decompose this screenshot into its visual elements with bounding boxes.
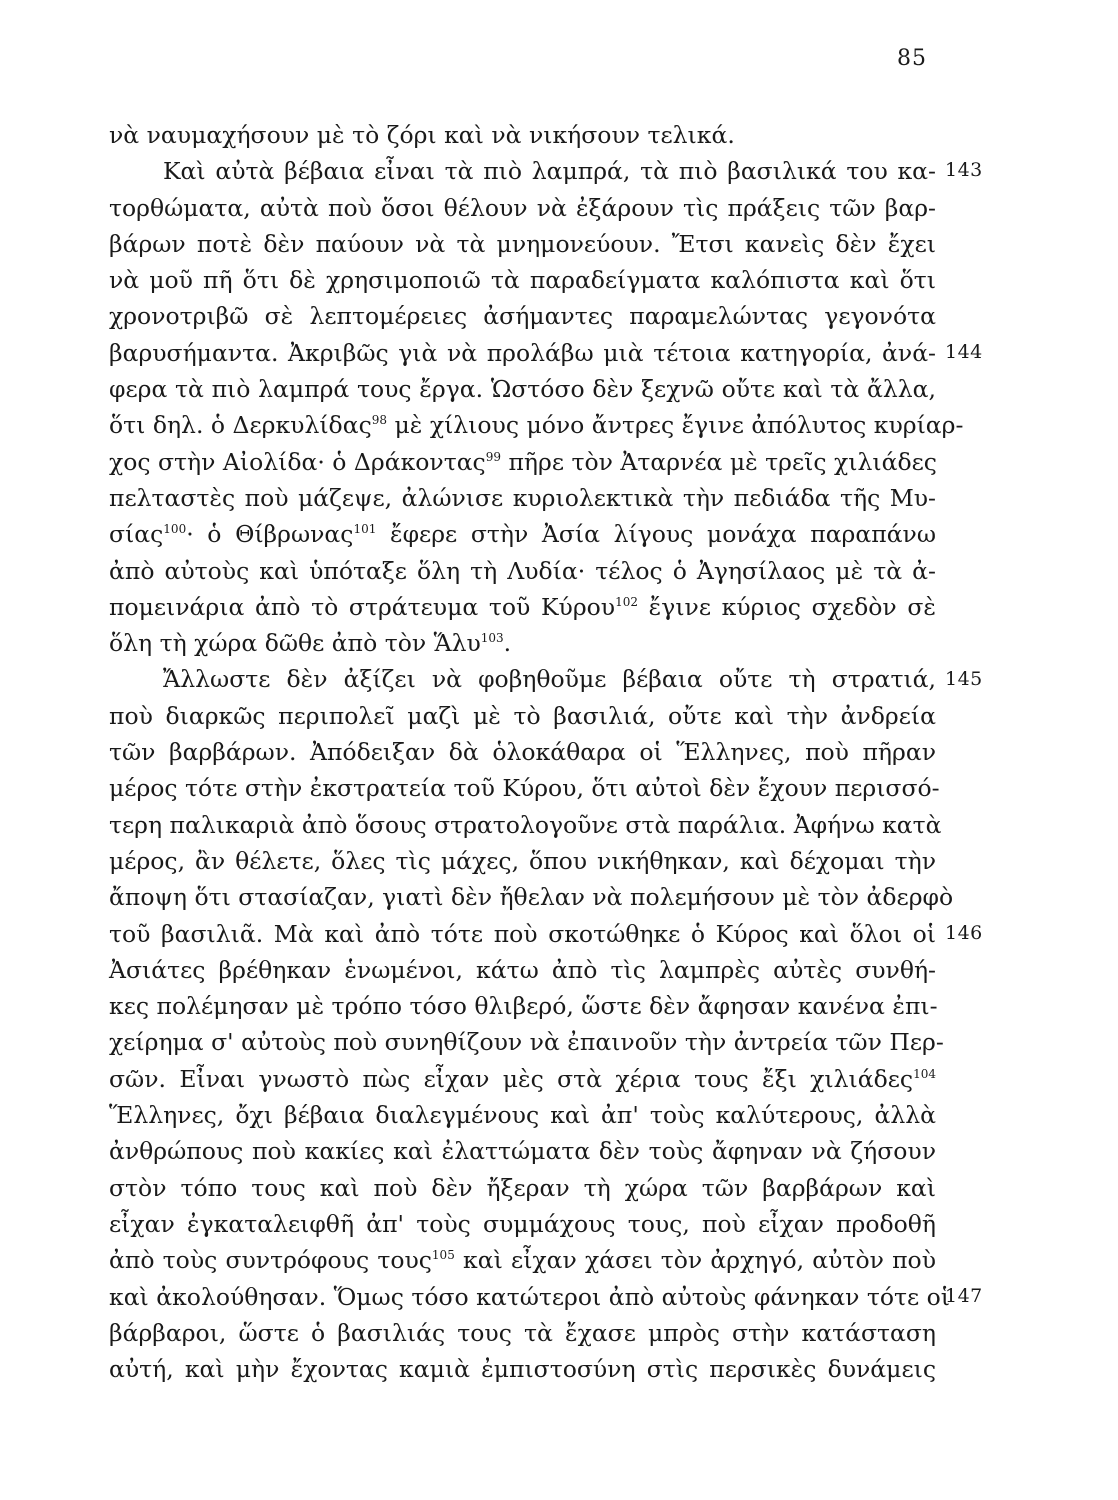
line-text (109, 843, 936, 879)
text-fragment: καὶ ἀκολούθησαν. Ὅμως τόσο κατώτεροι ἀπὸ αὐτοὺς φάνηκαν τότε οἱ (109, 1282, 951, 1311)
line-text (109, 190, 936, 226)
line-text (109, 1315, 936, 1351)
line-text (109, 916, 936, 952)
line-text (109, 226, 936, 262)
line-text (109, 734, 936, 770)
text-fragment: μέρος, ἂν θέλετε, ὅλες τὶς μάχες, ὅπου νικήθηκαν, καὶ δέχομαι τὴν (109, 846, 936, 875)
text-line (109, 335, 936, 371)
text-fragment: ἀπὸ τοὺς συντρόφους τους (109, 1246, 432, 1275)
footnote-ref: 100 (163, 522, 187, 537)
text-fragment: Ἕλληνες, ὄχι βέβαια διαλεγμένους καὶ ἀπ' τοὺς καλύτερους, ἀλλὰ (109, 1101, 936, 1130)
text-fragment: αὐτή, καὶ μὴν ἔχοντας καμιὰ ἐμπιστοσύνη στὶς περσικὲς δυνάμεις (109, 1355, 936, 1384)
line-text (109, 589, 936, 625)
footnote-ref: 104 (913, 1066, 936, 1081)
text-fragment: βαρυσήμαντα. Ἀκριβῶς γιὰ νὰ προλάβω μιὰ τέτοια κατηγορία, ἀνά- (109, 338, 936, 367)
line-text (109, 807, 942, 843)
text-fragment: μέρος τότε στὴν ἐκστρατεία τοῦ Κύρου, ὅτι αὐτοὶ δὲν ἔχουν περισσό- (109, 774, 940, 803)
line-text (109, 952, 936, 988)
text-fragment: σῶν. Εἶναι γνωστὸ πὼς εἶχαν μὲς στὰ χέρια τους ἔξι χιλιάδες (109, 1064, 914, 1093)
text-fragment: βάρβαροι, ὥστε ὁ βασιλιάς τους τὰ ἔχασε μπρὸς στὴν κατάσταση (109, 1318, 936, 1347)
line-text (109, 1024, 944, 1060)
text-fragment: εἶχαν ἐγκαταλειφθῆ ἀπ' τοὺς συμμάχους τους, ποὺ εἶχαν προδοθῆ (109, 1209, 936, 1238)
text-line (109, 553, 936, 589)
footnote-ref: 103 (480, 631, 504, 646)
line-text (109, 1061, 936, 1097)
text-line (109, 1242, 936, 1278)
line-text (109, 625, 511, 661)
text-line (109, 153, 936, 189)
text-line (109, 698, 936, 734)
line-text (109, 1170, 936, 1206)
line-text (109, 988, 936, 1024)
text-line (109, 916, 936, 952)
text-line (109, 117, 936, 153)
margin-section-number: 143 (945, 159, 983, 182)
text-fragment: στὸν τόπο τους καὶ ποὺ δὲν ἤξεραν τὴ χώρα τῶν βαρβάρων καὶ (109, 1173, 936, 1202)
line-text (109, 407, 964, 443)
line-text (109, 262, 936, 298)
text-line (109, 770, 940, 806)
line-text (109, 553, 936, 589)
text-line (109, 807, 942, 843)
text-fragment: Ἀσιάτες βρέθηκαν ἑνωμένοι, κάτω ἀπὸ τὶς λαμπρὲς αὐτὲς συνθή- (109, 955, 936, 984)
text-line (109, 190, 936, 226)
text-line (109, 1351, 936, 1387)
text-fragment: ποὺ διαρκῶς περιπολεῖ μαζὶ μὲ τὸ βασιλιά, οὔτε καὶ τὴν ἀνδρεία (109, 701, 936, 730)
line-text (109, 298, 936, 334)
text-fragment: Ἄλλωστε δὲν ἀξίζει νὰ φοβηθοῦμε βέβαια οὔτε τὴ στρατιά, (163, 665, 936, 694)
text-fragment: ὅλη τὴ χώρα δῶθε ἀπὸ τὸν Ἅλυ (109, 629, 481, 658)
footnote-ref: 105 (431, 1248, 455, 1263)
text-fragment: φερα τὰ πιὸ λαμπρά τους ἔργα. Ὡστόσο δὲν ξεχνῶ οὔτε καὶ τὰ ἄλλα, (109, 375, 936, 404)
text-fragment: ἀνθρώπους ποὺ κακίες καὶ ἐλαττώματα δὲν τοὺς ἄφηναν νὰ ζήσουν (109, 1137, 936, 1166)
text-fragment: βάρων ποτὲ δὲν παύουν νὰ τὰ μνημονεύουν. Ἔτσι κανεὶς δὲν ἔχει (109, 229, 936, 258)
text-fragment: ἄποψη ὅτι στασίαζαν, γιατὶ δὲν ἤθελαν νὰ πολεμήσουν μὲ τὸν ἀδερφὸ (109, 883, 954, 912)
text-line (109, 444, 936, 480)
text-fragment: χος στὴν Αἰολίδα· ὁ Δράκοντας (109, 447, 486, 476)
line-text (109, 1097, 936, 1133)
text-line (109, 1279, 951, 1315)
text-line (109, 625, 936, 661)
line-text (109, 1133, 936, 1169)
text-fragment: χείρημα σ' αὐτοὺς ποὺ συνηθίζουν νὰ ἐπαινοῦν τὴν ἀντρεία τῶν Περ- (109, 1028, 944, 1057)
line-text (109, 444, 936, 480)
line-text (109, 1279, 951, 1315)
text-fragment: μὲ χίλιους μόνο ἄντρες ἔγινε ἀπόλυτος κυρίαρ- (387, 411, 964, 440)
line-text (163, 661, 936, 697)
text-line (109, 879, 954, 915)
text-line (109, 988, 936, 1024)
text-line (109, 734, 936, 770)
text-fragment: καὶ εἶχαν χάσει τὸν ἀρχηγό, αὐτὸν ποὺ (454, 1246, 936, 1275)
text-fragment: τοῦ βασιλιᾶ. Μὰ καὶ ἀπὸ τότε ποὺ σκοτώθηκε ὁ Κύρος καὶ ὅλοι οἱ (109, 919, 936, 948)
text-line (109, 407, 964, 443)
line-text (109, 516, 936, 552)
text-fragment: σίας (109, 520, 164, 549)
text-line (109, 298, 936, 334)
text-line (109, 952, 936, 988)
line-text (109, 371, 936, 407)
text-line (109, 1315, 936, 1351)
text-fragment: νὰ μοῦ πῆ ὅτι δὲ χρησιμοποιῶ τὰ παραδείγματα καλόπιστα καὶ ὅτι (109, 266, 936, 295)
text-line (109, 226, 936, 262)
footnote-ref: 98 (371, 413, 388, 428)
footnote-ref: 102 (615, 595, 638, 610)
line-text (109, 1206, 936, 1242)
text-fragment: πῆρε τὸν Ἀταρνέα μὲ τρεῖς χιλιάδες (501, 447, 937, 476)
line-text (163, 153, 936, 189)
footnote-ref: 99 (485, 449, 502, 464)
line-text (109, 698, 936, 734)
text-fragment: τερη παλικαριὰ ἀπὸ ὅσους στρατολογοῦνε στὰ παράλια. Ἀφήνω κατὰ (109, 810, 942, 839)
text-line (109, 1133, 936, 1169)
line-text (109, 1242, 936, 1278)
margin-section-number: 147 (945, 1284, 983, 1307)
text-line (109, 371, 936, 407)
margin-section-number: 146 (945, 921, 983, 944)
text-line (109, 1024, 944, 1060)
text-fragment: . (503, 629, 512, 658)
text-fragment: τῶν βαρβάρων. Ἀπόδειξαν δὰ ὁλοκάθαρα οἱ Ἕλληνες, ποὺ πῆραν (109, 738, 936, 767)
text-line (109, 1206, 936, 1242)
text-line (109, 661, 936, 697)
text-fragment: ἔφερε στὴν Ἀσία λίγους μονάχα παραπάνω (376, 520, 937, 549)
text-line (109, 843, 936, 879)
line-text (109, 770, 940, 806)
text-fragment: πελταστὲς ποὺ μάζεψε, ἀλώνισε κυριολεκτικὰ τὴν πεδιάδα τῆς Μυ- (109, 483, 936, 512)
text-line (109, 1170, 936, 1206)
text-fragment: νὰ ναυμαχήσουν μὲ τὸ ζόρι καὶ νὰ νικήσουν τελικά. (109, 121, 735, 149)
margin-section-number: 145 (945, 667, 983, 690)
line-text (109, 335, 936, 371)
line-text (109, 480, 936, 516)
text-fragment: ἀπὸ αὐτοὺς καὶ ὑπόταξε ὅλη τὴ Λυδία· τέλος ὁ Ἀγησίλαος μὲ τὰ ἀ- (109, 556, 936, 585)
text-line (109, 589, 936, 625)
text-line (109, 480, 936, 516)
text-fragment: κες πολέμησαν μὲ τρόπο τόσο θλιβερό, ὥστε δὲν ἄφησαν κανένα ἐπι- (109, 992, 938, 1021)
margin-section-number: 144 (945, 340, 983, 363)
text-fragment: Καὶ αὐτὰ βέβαια εἶναι τὰ πιὸ λαμπρά, τὰ πιὸ βασιλικά του κα- (163, 157, 936, 186)
text-fragment: · ὁ Θίβρωνας (186, 520, 354, 549)
line-text (109, 117, 735, 153)
text-fragment: τορθώματα, αὐτὰ ποὺ ὅσοι θέλουν νὰ ἐξάρουν τὶς πράξεις τῶν βαρ- (109, 193, 936, 222)
text-fragment: χρονοτριβῶ σὲ λεπτομέρειες ἀσήμαντες παραμελώντας γεγονότα (109, 302, 936, 331)
text-line (109, 262, 936, 298)
text-line (109, 1061, 936, 1097)
text-line (109, 1097, 936, 1133)
line-text (109, 1351, 936, 1387)
footnote-ref: 101 (353, 522, 377, 537)
line-text (109, 879, 954, 915)
text-line (109, 516, 936, 552)
text-fragment: πομεινάρια ἀπὸ τὸ στράτευμα τοῦ Κύρου (109, 592, 616, 621)
text-fragment: ἔγινε κύριος σχεδὸν σὲ (638, 592, 936, 621)
page-number: 85 (897, 46, 927, 71)
text-fragment: ὅτι δηλ. ὁ Δερκυλίδας (109, 411, 372, 440)
